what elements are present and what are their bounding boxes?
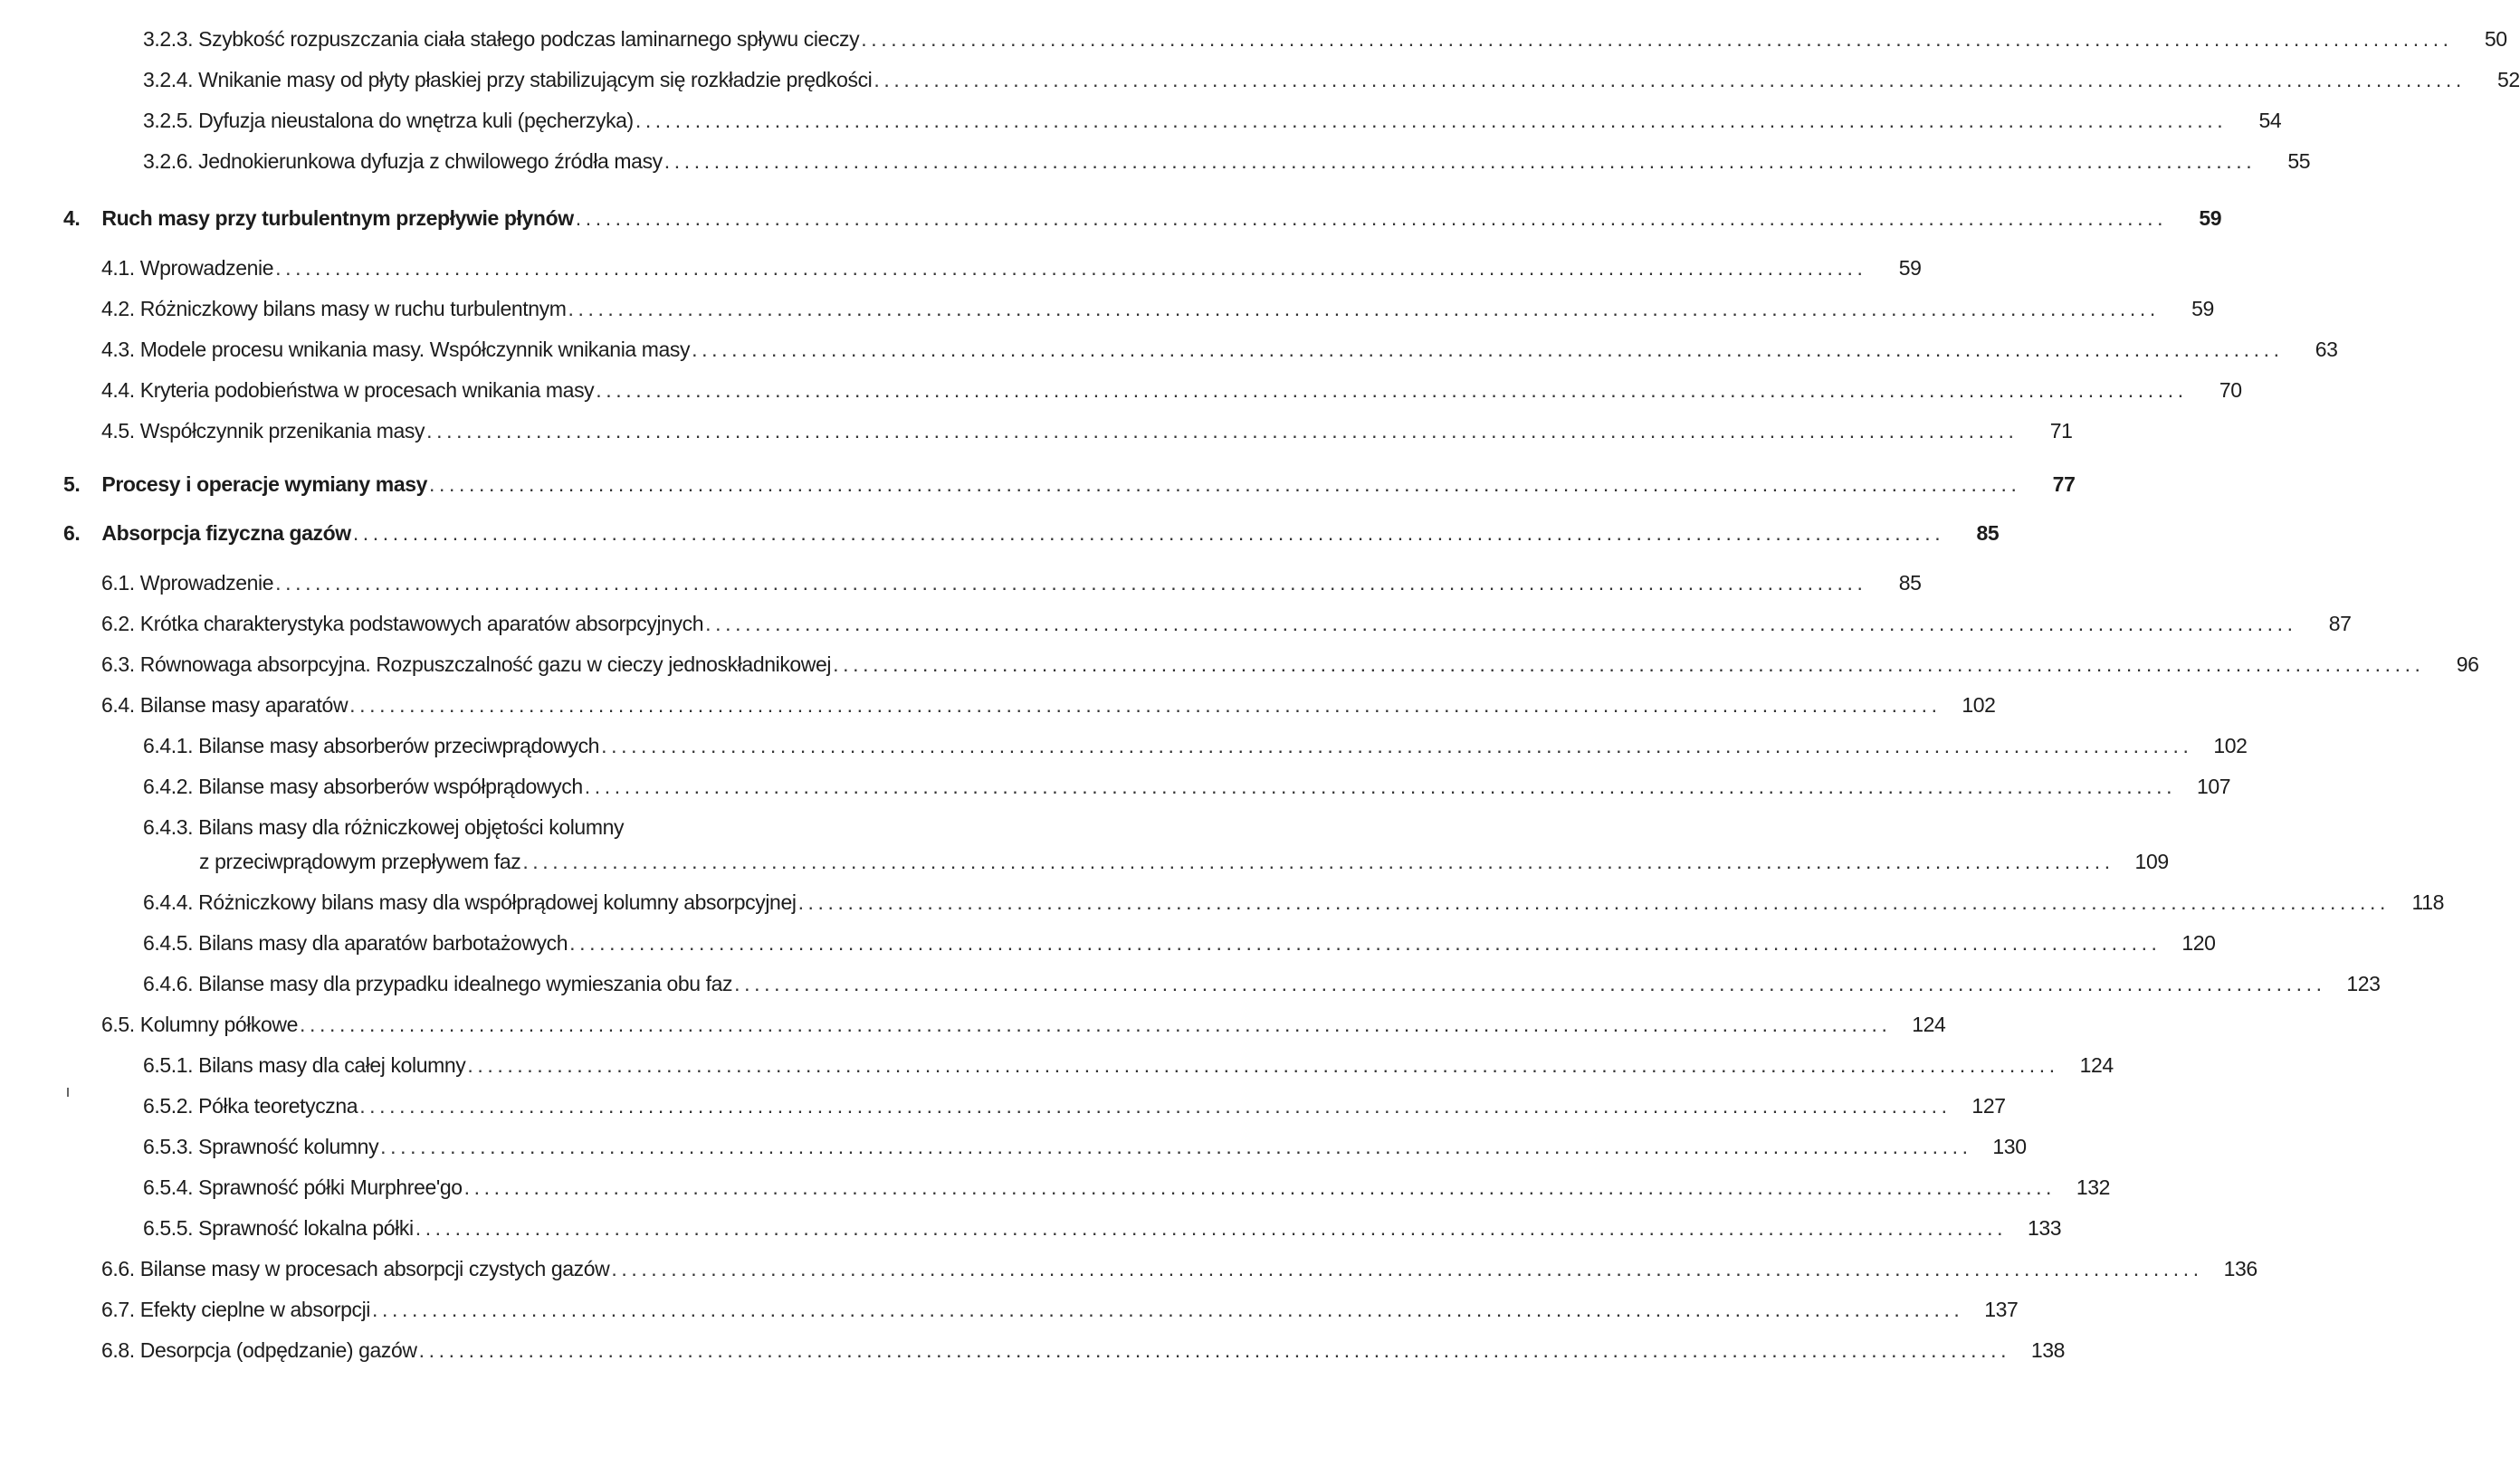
toc-leader-dots: ................................................................................................................................................................ (635, 109, 2228, 132)
toc-entry-title: Bilanse masy dla przypadku idealnego wymieszania obu faz (198, 972, 733, 995)
toc-page-number: 55 (2287, 149, 2311, 173)
toc-page-number: 63 (2315, 338, 2338, 361)
toc-leader-dots: ................................................................................................................................................................ (359, 1094, 1952, 1118)
toc-entry-title: Bilans masy dla aparatów barbotażowych (198, 931, 568, 955)
toc-entry-title: Bilanse masy absorberów współprądowych (198, 775, 583, 798)
toc-leader-dots: ................................................................................................................................................................ (584, 775, 2177, 798)
toc-leader-dots: ................................................................................................................................................................ (275, 256, 1867, 280)
toc-entry-title: Kryteria podobieństwa w procesach wnikania masy (139, 378, 595, 402)
toc-entry-title: Sprawność półki Murphree'go (198, 1175, 463, 1199)
toc-entry-title: Dyfuzja nieustalona do wnętrza kuli (pęcherzyka) (198, 109, 634, 132)
toc-leader-dots: ................................................................................................................................................................ (873, 68, 2466, 91)
toc-leader-dots: ................................................................................................................................................................ (611, 1257, 2203, 1280)
toc-entry-title: Jednokierunkowa dyfuzja z chwilowego źródła masy (198, 149, 663, 173)
toc-entry-title-continued: z przeciwprądowym przepływem faz (199, 850, 521, 873)
toc-page-number: 102 (2213, 734, 2248, 757)
toc-entry-number: 6.5.2. (143, 1094, 194, 1118)
toc-entry[interactable] (143, 728, 2248, 759)
toc-entry-title: Wprowadzenie (139, 256, 274, 280)
toc-page-number: 85 (1898, 571, 1922, 595)
toc-entry-number: 6.5.1. (143, 1053, 194, 1077)
toc-entry-number: 6. (63, 521, 81, 545)
toc-page-number: 77 (2052, 472, 2076, 496)
toc-entry-number: 3.2.6. (143, 149, 194, 173)
toc-entry[interactable] (143, 1211, 2062, 1242)
toc-entry-title: Półka teoretyczna (198, 1094, 358, 1118)
toc-entry[interactable] (101, 688, 1996, 718)
toc-page-number: 52 (2497, 68, 2520, 91)
toc-chapter-entry[interactable] (63, 467, 2076, 498)
toc-entry[interactable] (101, 414, 2073, 444)
toc-page-number: 96 (2456, 652, 2479, 676)
toc-page-number: 85 (1976, 521, 2000, 545)
toc-leader-dots: ................................................................................................................................................................ (833, 652, 2425, 676)
toc-leader-dots: ................................................................................................................................................................ (372, 1298, 1964, 1321)
toc-entry-title: Bilans masy dla różniczkowej objętości kolumny (198, 815, 625, 839)
toc-entry-number: 6.6. (101, 1257, 135, 1280)
toc-entry-title: Sprawność lokalna półki (198, 1216, 414, 1240)
toc-entry[interactable] (101, 251, 1922, 281)
toc-page-number: 127 (1971, 1094, 2006, 1118)
toc-entry[interactable] (143, 1089, 2006, 1119)
toc-entry[interactable] (143, 966, 2381, 997)
toc-entry-number: 6.1. (101, 571, 135, 595)
toc-entry[interactable] (143, 1048, 2114, 1079)
toc-leader-dots: ................................................................................................................................................................ (415, 1216, 2008, 1240)
toc-entry-title: Desorpcja (odpędzanie) gazów (139, 1338, 417, 1362)
toc-entry-number: 6.4.6. (143, 972, 194, 995)
toc-entry-title: Bilanse masy aparatów (139, 693, 348, 717)
toc-entry-number: 6.5.4. (143, 1175, 194, 1199)
toc-page-number: 59 (2191, 297, 2214, 320)
toc-leader-dots: ................................................................................................................................................................ (349, 693, 1942, 717)
toc-page-number: 130 (1992, 1135, 2027, 1158)
toc-page-number: 123 (2346, 972, 2381, 995)
toc-entry-number: 6.4.4. (143, 890, 194, 914)
toc-entry-number: 3.2.5. (143, 109, 194, 132)
toc-page-number: 71 (2049, 419, 2073, 442)
toc-leader-dots: ................................................................................................................................................................ (734, 972, 2326, 995)
toc-leader-dots: ................................................................................................................................................................ (352, 521, 1945, 545)
toc-entry-title: Bilans masy dla całej kolumny (198, 1053, 466, 1077)
toc-entry[interactable] (101, 566, 1922, 596)
toc-entry-number: 6.5.3. (143, 1135, 194, 1158)
toc-entry-number: 6.2. (101, 612, 135, 635)
toc-entry[interactable] (101, 1251, 2258, 1282)
toc-page-number: 109 (2134, 850, 2169, 873)
toc-entry-number: 4.5. (101, 419, 135, 442)
toc-entry[interactable] (101, 606, 2352, 637)
toc-entry[interactable] (143, 62, 2520, 93)
toc-leader-dots: ................................................................................................................................................................ (418, 1338, 2011, 1362)
toc-entry[interactable] (101, 1292, 2019, 1323)
toc-entry-title: Wprowadzenie (139, 571, 274, 595)
toc-entry-number: 6.5.5. (143, 1216, 194, 1240)
toc-leader-dots: ................................................................................................................................................................ (522, 850, 2114, 873)
toc-entry-number: 6.3. (101, 652, 135, 676)
toc-entry[interactable] (143, 885, 2444, 916)
toc-entry-title: Bilanse masy absorberów przeciwprądowych (198, 734, 600, 757)
toc-entry-number: 6.4.3. (143, 815, 194, 839)
toc-page-number: 70 (2219, 378, 2242, 402)
toc-leader-dots: ................................................................................................................................................................ (601, 734, 2193, 757)
toc-leader-dots: ................................................................................................................................................................ (797, 890, 2390, 914)
toc-chapter-entry[interactable] (63, 201, 2222, 232)
toc-entry-title: Szybkość rozpuszczania ciała stałego podczas laminarnego spływu cieczy (198, 27, 860, 51)
toc-page-number: 132 (2076, 1175, 2111, 1199)
toc-entry-title: Różniczkowy bilans masy w ruchu turbulentnym (139, 297, 567, 320)
toc-entry-number: 4.4. (101, 378, 135, 402)
toc-page-number: 87 (2328, 612, 2352, 635)
toc-entry-number: 6.8. (101, 1338, 135, 1362)
toc-entry-title: Procesy i operacje wymiany masy (101, 472, 428, 496)
toc-leader-dots: ................................................................................................................................................................ (467, 1053, 2059, 1077)
toc-entry-number: 4.3. (101, 338, 135, 361)
toc-page-number: 118 (2411, 890, 2444, 914)
toc-entry-title: Bilanse masy w procesach absorpcji czystych gazów (139, 1257, 610, 1280)
toc-leader-dots: ................................................................................................................................................................ (569, 931, 2162, 955)
toc-leader-dots: ................................................................................................................................................................ (861, 27, 2453, 51)
toc-entry-number: 6.4. (101, 693, 135, 717)
toc-entry[interactable] (143, 769, 2231, 800)
toc-leader-dots: ................................................................................................................................................................ (380, 1135, 1972, 1158)
toc-page-number: 124 (2079, 1053, 2114, 1077)
toc-chapter-entry[interactable] (63, 516, 2000, 547)
toc-page-number: 59 (2199, 206, 2222, 230)
toc-entry[interactable] (101, 1007, 1946, 1038)
toc-entry[interactable] (101, 291, 2214, 322)
toc-entry-number: 5. (63, 472, 81, 496)
toc-entry-number: 4. (63, 206, 81, 230)
toc-leader-dots: ................................................................................................................................................................ (663, 149, 2257, 173)
toc-entry-continuation[interactable] (199, 844, 2169, 875)
toc-entry-title: Modele procesu wnikania masy. Współczynnik wnikania masy (139, 338, 691, 361)
toc-entry[interactable] (101, 373, 2242, 404)
toc-entry-title: Efekty cieplne w absorpcji (139, 1298, 370, 1321)
toc-entry-number: 6.5. (101, 1013, 135, 1036)
toc-entry[interactable] (143, 22, 2507, 52)
toc-page-number: 59 (1898, 256, 1922, 280)
scan-speck (67, 1088, 69, 1097)
toc-entry-number: 6.7. (101, 1298, 135, 1321)
toc-page-number: 102 (1962, 693, 1996, 717)
toc-page-number: 107 (2196, 775, 2231, 798)
toc-entry-number: 6.4.2. (143, 775, 194, 798)
toc-page-number: 138 (2030, 1338, 2066, 1362)
toc-page-number: 50 (2484, 27, 2507, 51)
toc-leader-dots: ................................................................................................................................................................ (463, 1175, 2057, 1199)
toc-entry-number: 4.2. (101, 297, 135, 320)
toc-entry-title: Krótka charakterystyka podstawowych aparatów absorpcyjnych (139, 612, 704, 635)
toc-leader-dots: ................................................................................................................................................................ (275, 571, 1867, 595)
toc-leader-dots: ................................................................................................................................................................ (596, 378, 2188, 402)
toc-entry[interactable] (101, 1333, 2066, 1364)
toc-entry[interactable] (143, 144, 2311, 175)
toc-page-number: 124 (1912, 1013, 1946, 1036)
toc-entry[interactable] (143, 103, 2282, 134)
toc-entry[interactable] (143, 926, 2216, 956)
toc-entry-number: 3.2.4. (143, 68, 194, 91)
toc-entry-number: 6.4.5. (143, 931, 194, 955)
toc-entry-number: 6.4.1. (143, 734, 194, 757)
toc-entry[interactable] (143, 1129, 2027, 1160)
toc-entry-title: Sprawność kolumny (198, 1135, 379, 1158)
toc-leader-dots: ................................................................................................................................................................ (300, 1013, 1892, 1036)
toc-entry-title: Wnikanie masy od płyty płaskiej przy stabilizującym się rozkładzie prędkości (198, 68, 873, 91)
toc-leader-dots: ................................................................................................................................................................ (426, 419, 2019, 442)
toc-entry-title: Kolumny półkowe (139, 1013, 299, 1036)
toc-page-number: 54 (2258, 109, 2282, 132)
toc-page-number: 133 (2027, 1216, 2062, 1240)
toc-entry-number: 4.1. (101, 256, 135, 280)
toc-entry-title: Równowaga absorpcyjna. Rozpuszczalność gazu w cieczy jednoskładnikowej (139, 652, 832, 676)
toc-entry-title: Ruch masy przy turbulentnym przepływie płynów (101, 206, 574, 230)
toc-page-number: 137 (1984, 1298, 2019, 1321)
toc-entry[interactable] (101, 647, 2479, 678)
toc-entry[interactable] (143, 810, 958, 841)
toc-entry-title: Różniczkowy bilans masy dla współprądowej kolumny absorpcyjnej (198, 890, 797, 914)
toc-entry-title: Absorpcja fizyczna gazów (101, 521, 351, 545)
toc-page-number: 120 (2181, 931, 2216, 955)
toc-leader-dots: ................................................................................................................................................................ (705, 612, 2297, 635)
toc-leader-dots: ................................................................................................................................................................ (429, 472, 2021, 496)
toc-entry-title: Współczynnik przenikania masy (139, 419, 425, 442)
toc-leader-dots: ................................................................................................................................................................ (568, 297, 2160, 320)
toc-leader-dots: ................................................................................................................................................................ (692, 338, 2284, 361)
toc-entry[interactable] (143, 1170, 2111, 1201)
toc-page-number: 136 (2223, 1257, 2258, 1280)
toc-entry-number: 3.2.3. (143, 27, 194, 51)
toc-entry[interactable] (101, 332, 2338, 363)
toc-leader-dots: ................................................................................................................................................................ (575, 206, 2168, 230)
